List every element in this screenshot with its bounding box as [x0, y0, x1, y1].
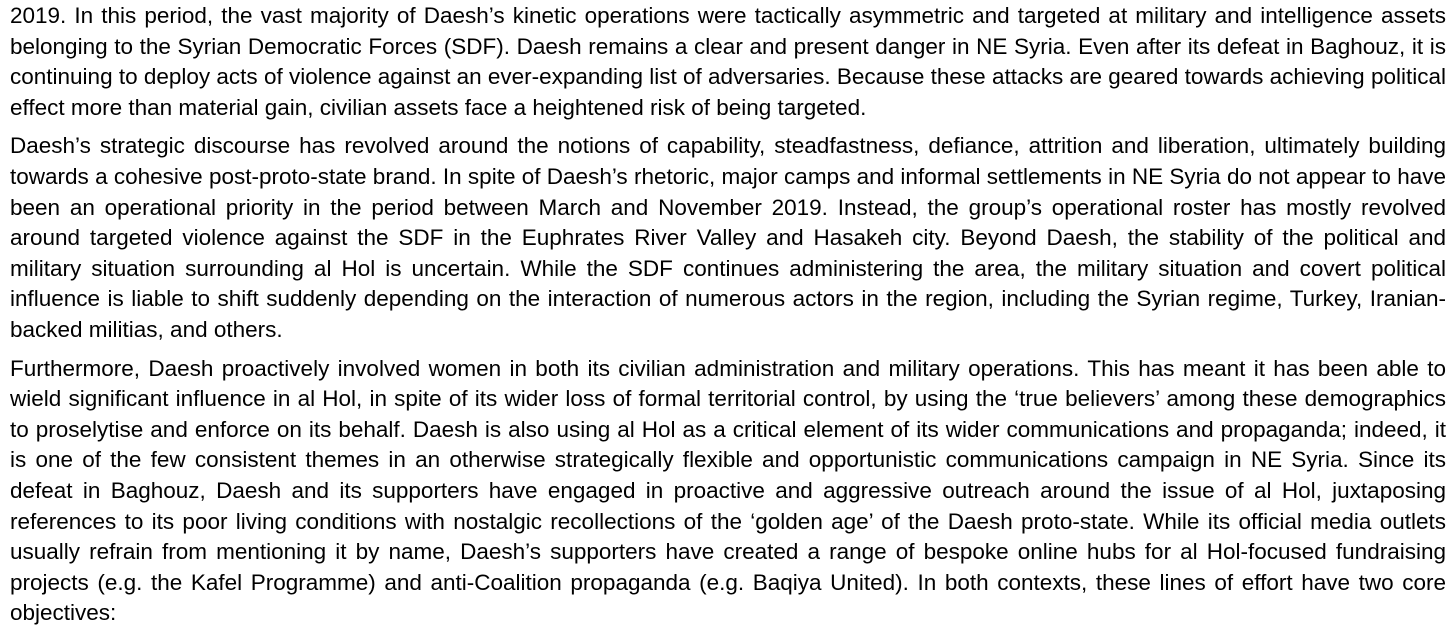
paragraph-3: Furthermore, Daesh proactively involved women in both its civilian administration and military operations. This has meant it has been able to wield significant influence in al Hol, in spite of its wider loss of formal territorial control, by using the ‘true believers’ among these demographics to proselytise and enforce on its behalf. Daesh is also using al Hol as a critical element of its wider communications and propaganda; indeed, it is one of the few consistent themes in an otherwise strategically flexible and opportunistic communications campaign in NE Syria. Since its defeat in Baghouz, Daesh and its supporters have engaged in proactive and aggressive outreach around the issue of al Hol, juxtaposing references to its poor living conditions with nostalgic recollections of the ‘golden age’ of the Daesh proto-state. While its official media outlets usually refrain from mentioning it by name, Daesh’s supporters have created a range of bespoke online hubs for al Hol-focused fundraising projects (e.g. the Kafel Programme) and anti-Coalition propaganda (e.g. Baqiya United). In both contexts, these lines of effort have two core objectives: [10, 355, 1446, 626]
paragraph-2: Daesh’s strategic discourse has revolved around the notions of capability, steadfastness, defiance, attrition and liberation, ultimately building towards a cohesive post-proto-state brand. In spite of Daesh’s rhetoric, major camps and informal settlements in NE Syria do not appear to have been an operational priority in the period between March and November 2019. Instead, the group’s operational roster has mostly revolved around targeted violence against the SDF in the Euphrates River Valley and Hasakeh city. Beyond Daesh, the stability of the political and military situation surrounding al Hol is uncertain. While the SDF continues administering the area, the military situation and covert political influence is liable to shift suddenly depending on the interaction of numerous actors in the region, including the Syrian regime, Turkey, Iranian-backed militias, and others. [10, 133, 1446, 342]
paragraph-1: 2019. In this period, the vast majority of Daesh’s kinetic operations were tactically asymmetric and targeted at military and intelligence assets belonging to the Syrian Democratic Forces (SDF). Daesh remains a clear and present danger in NE Syria. Even after its defeat in Baghouz, it is continuing to deploy acts of violence against an ever-expanding list of adversaries. Because these attacks are geared towards achieving political effect more than material gain, civilian assets face a heightened risk of being targeted. [10, 3, 1446, 120]
document-page [0, 1, 1456, 639]
